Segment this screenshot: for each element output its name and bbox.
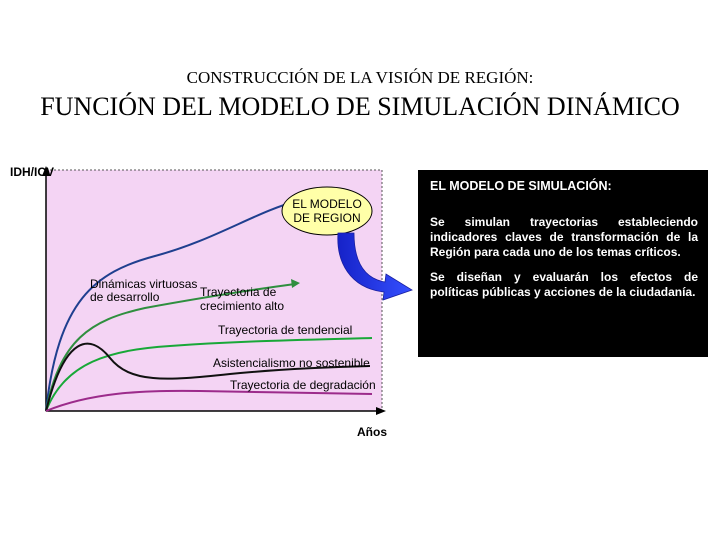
slide-subtitle: CONSTRUCCIÓN DE LA VISIÓN DE REGIÓN: — [186, 68, 534, 87]
model-bubble-line-2: DE REGION — [293, 211, 361, 225]
slide-title: FUNCIÓN DEL MODELO DE SIMULACIÓN DINÁMICO — [40, 92, 680, 121]
panel-paragraph-1: Se simulan trayectorias estableciendo indicadores claves de transformación de la Región para cada uno de los temas críticos. — [430, 215, 698, 259]
y-axis-label: IDH/ICV — [10, 165, 55, 179]
panel-paragraph-2: Se diseñan y evaluarán los efectos de políticas públicas y acciones de la ciudadanía. — [430, 270, 698, 299]
panel-heading: EL MODELO DE SIMULACIÓN: — [430, 179, 612, 193]
high-growth-label-line-2: crecimiento alto — [200, 299, 285, 313]
trend-label: Trayectoria de tendencial — [218, 323, 353, 337]
degradation-label: Trayectoria de degradación — [230, 378, 376, 392]
virtuous-label-line-1: Dinámicas virtuosas — [90, 277, 198, 291]
welfare-label: Asistencialismo no sostenible — [213, 356, 370, 370]
virtuous-label-line-2: de desarrollo — [90, 290, 160, 304]
model-bubble-line-1: EL MODELO — [292, 197, 362, 211]
simulation-model-panel — [418, 170, 708, 357]
x-axis-label: Años — [357, 425, 387, 439]
high-growth-label-line-1: Trayectoria de — [200, 285, 277, 299]
